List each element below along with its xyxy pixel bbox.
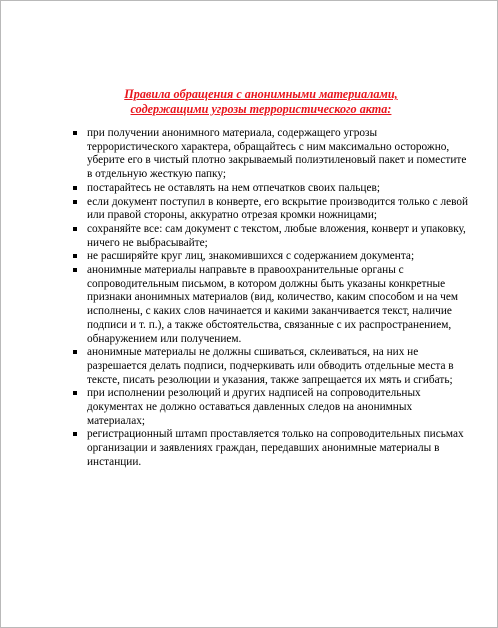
- list-item-text: анонимные материалы не должны сшиваться, склеиваться, на них не разрешается делать подписи, подчеркивать или обводить отдельные места в тексте, писать резолюции и указания, также запрещается их мять и сгибать;: [87, 346, 454, 386]
- bullet-icon: [73, 131, 77, 135]
- list-item: [71, 387, 471, 428]
- bullet-icon: [73, 227, 77, 231]
- bullet-icon: [73, 186, 77, 190]
- bullet-icon: [73, 391, 77, 395]
- list-item: [71, 127, 471, 182]
- rules-list: [71, 127, 471, 470]
- list-item: [71, 223, 471, 250]
- list-item-text: при получении анонимного материала, содержащего угрозы террористического характера, обращайтесь с ним максимально осторожно, уберите его в чистый плотно закрываемый полиэтиленовый пакет и поместите в отдельную жесткую папку;: [87, 127, 467, 181]
- list-item: [71, 182, 471, 196]
- list-item-text: сохраняйте все: сам документ с текстом, любые вложения, конверт и упаковку, ничего не выбрасывайте;: [87, 222, 466, 249]
- list-item-text: при исполнении резолюций и других надписей на сопроводительных документах не должно оставаться давленных следов на анонимных материалах;: [87, 387, 421, 427]
- list-item-text: не расширяйте круг лиц, знакомившихся с содержанием документа;: [87, 250, 415, 263]
- title-line-2: содержащими угрозы террористического акта:: [130, 101, 392, 116]
- list-item-text: анонимные материалы направьте в правоохранительные органы с сопроводительным письмом, в котором должны быть указаны конкретные признаки анонимных материалов (вид, количество, каким способом и на чем исполнены, с каких слов начинается и какими заканчивается текст, наличие подписи и т. п.), а также обстоятельства, связанные с их распространением, обнаружением или получением.: [87, 264, 459, 345]
- document-title: [61, 87, 461, 116]
- list-item-text: постарайтесь не оставлять на нем отпечатков своих пальцев;: [87, 181, 380, 194]
- bullet-icon: [73, 254, 77, 258]
- bullet-icon: [73, 350, 77, 354]
- list-item: [71, 428, 471, 469]
- list-item: [71, 250, 471, 264]
- list-item: [71, 264, 471, 346]
- list-item-text: если документ поступил в конверте, его вскрытие производится только с левой или правой стороны, аккуратно отрезая кромки ножницами;: [87, 195, 469, 222]
- title-line-1: Правила обращения с анонимными материалами,: [124, 87, 398, 101]
- bullet-icon: [73, 268, 77, 272]
- list-item: [71, 196, 471, 223]
- list-item-text: регистрационный штамп проставляется только на сопроводительных письмах организации и заявлениях граждан, передавших анонимные материалы в инстанции.: [87, 428, 464, 468]
- list-item: [71, 346, 471, 387]
- bullet-icon: [73, 432, 77, 436]
- bullet-icon: [73, 200, 77, 204]
